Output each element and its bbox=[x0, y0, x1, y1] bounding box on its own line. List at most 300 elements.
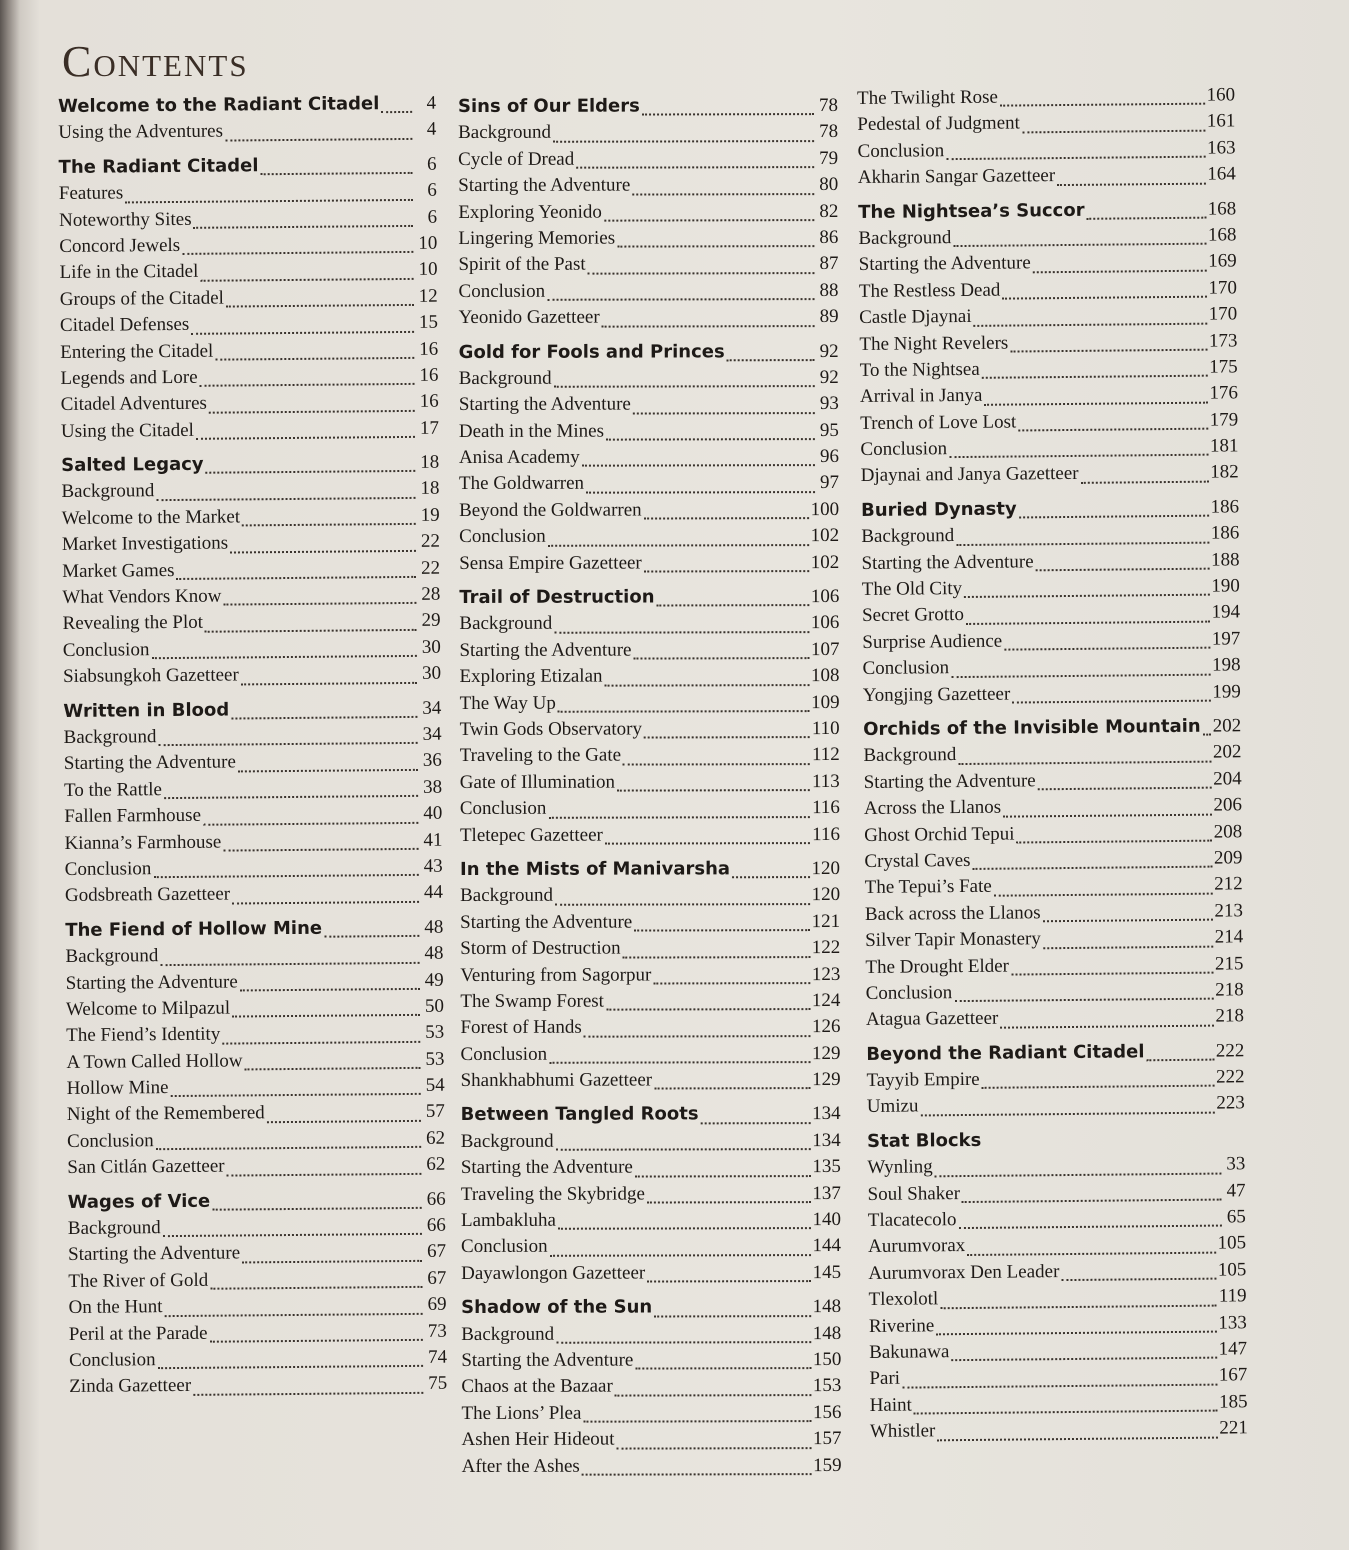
entry-title: Using the Adventures bbox=[58, 120, 224, 144]
toc-entry[interactable] bbox=[67, 1075, 445, 1105]
toc-entry[interactable] bbox=[461, 1130, 841, 1157]
toc-entry[interactable] bbox=[460, 797, 840, 824]
toc-entry[interactable] bbox=[865, 874, 1243, 904]
toc-entry[interactable] bbox=[861, 523, 1239, 553]
toc-entry[interactable] bbox=[459, 612, 839, 639]
entry-title: Starting the Adventure bbox=[460, 911, 633, 933]
toc-entry[interactable] bbox=[459, 393, 839, 420]
toc-entry[interactable] bbox=[62, 557, 440, 587]
toc-entry[interactable] bbox=[59, 259, 437, 289]
dot-leader bbox=[226, 304, 414, 308]
toc-entry[interactable] bbox=[459, 665, 839, 692]
dot-leader bbox=[727, 359, 815, 361]
page-number: 179 bbox=[1209, 409, 1239, 431]
page-number: 92 bbox=[819, 340, 839, 362]
dot-leader bbox=[156, 1146, 421, 1150]
page-number: 186 bbox=[1210, 522, 1240, 544]
dot-leader bbox=[232, 901, 419, 905]
toc-entry[interactable] bbox=[861, 549, 1239, 579]
dot-leader bbox=[200, 278, 413, 282]
entry-title: Starting the Adventure bbox=[461, 1349, 634, 1371]
toc-entry[interactable] bbox=[63, 610, 441, 640]
page-number: 148 bbox=[812, 1296, 842, 1318]
dot-leader bbox=[962, 1199, 1222, 1203]
dot-leader bbox=[617, 1447, 811, 1450]
section-heading[interactable] bbox=[863, 715, 1241, 745]
page-number: 30 bbox=[421, 636, 441, 658]
dot-leader bbox=[232, 1014, 420, 1018]
page-number: 100 bbox=[810, 498, 840, 520]
page-number: 175 bbox=[1209, 356, 1238, 378]
section-heading[interactable] bbox=[65, 916, 443, 946]
page-number: 122 bbox=[811, 937, 841, 959]
dot-leader bbox=[642, 113, 814, 115]
entry-title: Ghost Orchid Tepui bbox=[864, 823, 1015, 846]
toc-entry[interactable] bbox=[461, 1156, 841, 1183]
toc-entry[interactable] bbox=[60, 285, 438, 315]
toc-entry[interactable] bbox=[66, 1022, 444, 1052]
toc-entry[interactable] bbox=[458, 253, 838, 280]
toc-entry[interactable] bbox=[62, 584, 440, 614]
entry-title: The Restless Dead bbox=[858, 279, 1001, 302]
toc-entry[interactable] bbox=[865, 953, 1243, 983]
entry-title: Traveling the Skybridge bbox=[460, 1183, 645, 1205]
dot-leader bbox=[223, 848, 418, 852]
toc-entry[interactable] bbox=[867, 1154, 1245, 1184]
toc-entry[interactable] bbox=[860, 409, 1238, 439]
entry-title: Background bbox=[63, 726, 157, 748]
toc-entry[interactable] bbox=[870, 1417, 1248, 1447]
page-number: 173 bbox=[1208, 329, 1238, 352]
toc-entry[interactable] bbox=[859, 330, 1237, 360]
page-number: 4 bbox=[426, 92, 437, 114]
dot-leader bbox=[1203, 734, 1211, 736]
page-number: 135 bbox=[812, 1156, 841, 1178]
page-number: 186 bbox=[1210, 496, 1240, 518]
entry-title: Lingering Memories bbox=[458, 227, 616, 249]
toc-entry[interactable] bbox=[857, 111, 1235, 141]
toc-entry[interactable] bbox=[68, 1215, 446, 1245]
toc-entry[interactable] bbox=[461, 1235, 841, 1262]
toc-entry[interactable] bbox=[68, 1241, 446, 1271]
toc-entry[interactable] bbox=[865, 926, 1243, 956]
page-number: 69 bbox=[427, 1293, 447, 1316]
dot-leader bbox=[602, 325, 815, 328]
section-heading[interactable] bbox=[866, 1040, 1244, 1070]
page-number: 93 bbox=[819, 393, 839, 415]
toc-entry[interactable] bbox=[66, 969, 444, 999]
toc-entry[interactable] bbox=[459, 499, 839, 526]
contents-section bbox=[459, 586, 840, 851]
toc-entry[interactable] bbox=[461, 1209, 841, 1236]
toc-entry[interactable] bbox=[461, 1069, 841, 1096]
page-number: 92 bbox=[819, 366, 839, 388]
page-number: 120 bbox=[811, 884, 841, 906]
toc-entry[interactable] bbox=[68, 1267, 446, 1297]
page-number: 215 bbox=[1214, 952, 1244, 975]
entry-title: Storm of Destruction bbox=[460, 937, 621, 960]
toc-entry[interactable] bbox=[68, 1294, 446, 1324]
page-number: 124 bbox=[811, 989, 841, 1011]
dot-leader bbox=[261, 172, 413, 175]
dot-leader bbox=[227, 1172, 422, 1176]
entry-title: Sensa Empire Gazetteer bbox=[459, 552, 642, 574]
toc-entry[interactable] bbox=[862, 655, 1240, 685]
entry-title: Death in the Mines bbox=[458, 420, 605, 442]
toc-entry[interactable] bbox=[858, 137, 1236, 167]
section-title: Stat Blocks bbox=[867, 1129, 982, 1152]
section-heading[interactable] bbox=[861, 496, 1239, 526]
page-number: 150 bbox=[812, 1348, 842, 1371]
toc-entry[interactable] bbox=[460, 1016, 840, 1043]
toc-entry[interactable] bbox=[460, 911, 840, 938]
page-number: 53 bbox=[425, 1021, 445, 1044]
toc-entry[interactable] bbox=[60, 338, 438, 368]
toc-entry[interactable] bbox=[460, 884, 840, 911]
toc-entry[interactable] bbox=[460, 692, 840, 719]
dot-leader bbox=[231, 716, 417, 720]
toc-entry[interactable] bbox=[869, 1338, 1247, 1368]
toc-entry[interactable] bbox=[857, 84, 1235, 114]
entry-title: Cycle of Dread bbox=[458, 148, 575, 170]
entry-title: Exploring Yeonido bbox=[458, 201, 602, 223]
dot-leader bbox=[617, 245, 814, 248]
toc-entry[interactable] bbox=[459, 639, 839, 666]
toc-entry[interactable] bbox=[65, 856, 443, 886]
toc-entry[interactable] bbox=[60, 365, 438, 395]
toc-entry[interactable] bbox=[458, 121, 838, 148]
toc-entry[interactable] bbox=[59, 180, 437, 210]
toc-entry[interactable] bbox=[62, 505, 440, 535]
dot-leader bbox=[223, 602, 416, 606]
toc-entry[interactable] bbox=[862, 628, 1240, 658]
section-heading[interactable] bbox=[459, 341, 839, 368]
page-number: 66 bbox=[426, 1188, 446, 1210]
page-number: 129 bbox=[812, 1069, 841, 1091]
page-number: 102 bbox=[810, 551, 840, 573]
toc-entry[interactable] bbox=[462, 1455, 842, 1482]
entry-title: Wynling bbox=[867, 1156, 933, 1179]
toc-entry[interactable] bbox=[869, 1365, 1247, 1395]
toc-entry[interactable] bbox=[459, 420, 839, 447]
toc-entry[interactable] bbox=[859, 277, 1237, 307]
dot-leader bbox=[647, 1201, 810, 1203]
page-number: 194 bbox=[1211, 601, 1241, 624]
toc-entry[interactable] bbox=[458, 174, 838, 201]
page-number: 18 bbox=[420, 451, 440, 473]
toc-entry[interactable] bbox=[458, 201, 838, 228]
page-number: 74 bbox=[427, 1346, 448, 1368]
toc-entry[interactable] bbox=[859, 303, 1237, 333]
toc-entry[interactable] bbox=[63, 663, 441, 693]
entry-title: Traveling to the Gate bbox=[459, 744, 622, 767]
dot-leader bbox=[1003, 813, 1211, 817]
toc-entry[interactable] bbox=[61, 391, 439, 421]
section-title: Written in Blood bbox=[63, 699, 230, 722]
toc-entry[interactable] bbox=[858, 224, 1236, 254]
toc-entry[interactable] bbox=[866, 979, 1244, 1009]
toc-entry[interactable] bbox=[59, 206, 437, 236]
dot-leader bbox=[553, 140, 814, 143]
page-number: 75 bbox=[428, 1373, 448, 1395]
entry-title: Starting the Adventure bbox=[65, 970, 238, 994]
page-number: 206 bbox=[1213, 794, 1243, 816]
page-number: 15 bbox=[418, 311, 439, 333]
toc-entry[interactable] bbox=[460, 1043, 840, 1070]
dot-leader bbox=[242, 523, 416, 527]
toc-entry[interactable] bbox=[59, 233, 437, 263]
entry-title: Conclusion bbox=[459, 526, 546, 548]
section-heading[interactable] bbox=[867, 1127, 1245, 1157]
page-number: 48 bbox=[424, 916, 444, 938]
dot-leader bbox=[1004, 647, 1210, 651]
contents-column-3 bbox=[857, 84, 1248, 1455]
toc-entry[interactable] bbox=[461, 1375, 841, 1402]
page-number: 65 bbox=[1226, 1206, 1246, 1228]
toc-entry[interactable] bbox=[860, 356, 1238, 386]
toc-entry[interactable] bbox=[859, 251, 1237, 281]
entry-title: San Citlán Gazetteer bbox=[67, 1155, 225, 1179]
toc-entry[interactable] bbox=[868, 1233, 1246, 1263]
toc-entry[interactable] bbox=[67, 1128, 445, 1158]
toc-entry[interactable] bbox=[65, 882, 443, 912]
page-number: 202 bbox=[1212, 741, 1242, 763]
toc-entry[interactable] bbox=[460, 937, 840, 964]
contents-section bbox=[460, 858, 841, 1097]
toc-entry[interactable] bbox=[864, 768, 1242, 798]
dot-leader bbox=[1087, 217, 1206, 220]
dot-leader bbox=[967, 1251, 1215, 1255]
section-heading[interactable] bbox=[461, 1103, 841, 1130]
page-number: 40 bbox=[423, 802, 443, 824]
page-number: 140 bbox=[812, 1209, 841, 1231]
page-number: 212 bbox=[1214, 873, 1243, 895]
section-heading[interactable] bbox=[59, 153, 437, 183]
toc-entry[interactable] bbox=[461, 1402, 841, 1429]
toc-entry[interactable] bbox=[69, 1347, 447, 1377]
entry-title: Djaynai and Janya Gazetteer bbox=[860, 463, 1079, 487]
toc-entry[interactable] bbox=[64, 776, 442, 806]
page-number: 19 bbox=[420, 504, 440, 526]
page-number: 106 bbox=[810, 612, 840, 634]
section-heading[interactable] bbox=[858, 198, 1236, 228]
page-number: 168 bbox=[1207, 224, 1237, 246]
toc-entry[interactable] bbox=[459, 552, 839, 579]
dot-leader bbox=[983, 1148, 1221, 1150]
toc-entry[interactable] bbox=[867, 1093, 1245, 1123]
toc-entry[interactable] bbox=[61, 417, 439, 447]
toc-entry[interactable] bbox=[63, 636, 441, 666]
dot-leader bbox=[623, 956, 810, 958]
toc-entry[interactable] bbox=[459, 472, 839, 499]
entry-title: Conclusion bbox=[460, 1043, 548, 1065]
toc-entry[interactable] bbox=[458, 280, 838, 307]
toc-entry[interactable] bbox=[458, 227, 838, 254]
toc-entry[interactable] bbox=[869, 1312, 1247, 1342]
toc-entry[interactable] bbox=[460, 964, 840, 991]
page-number: 106 bbox=[810, 586, 840, 608]
toc-entry[interactable] bbox=[869, 1286, 1247, 1316]
entry-title: Lambakluha bbox=[460, 1209, 556, 1232]
entry-title: The River of Gold bbox=[68, 1269, 209, 1292]
toc-entry[interactable] bbox=[459, 446, 839, 473]
toc-entry[interactable] bbox=[858, 164, 1236, 194]
dot-leader bbox=[550, 1254, 811, 1257]
toc-entry[interactable] bbox=[862, 575, 1240, 605]
contents-section bbox=[857, 84, 1236, 193]
entry-title: Background bbox=[861, 525, 955, 548]
entry-title: The Night Revelers bbox=[859, 332, 1009, 355]
dot-leader bbox=[584, 1035, 810, 1038]
entry-title: Zinda Gazetteer bbox=[69, 1375, 192, 1398]
toc-entry[interactable] bbox=[864, 847, 1242, 877]
toc-entry[interactable] bbox=[461, 1323, 841, 1350]
toc-entry[interactable] bbox=[863, 742, 1241, 772]
page-number: 123 bbox=[811, 963, 841, 985]
section-heading[interactable] bbox=[458, 95, 838, 122]
entry-title: Background bbox=[460, 1130, 554, 1152]
toc-entry[interactable] bbox=[460, 824, 840, 851]
toc-entry[interactable] bbox=[864, 821, 1242, 851]
dot-leader bbox=[635, 1367, 810, 1369]
toc-entry[interactable] bbox=[866, 1066, 1244, 1096]
toc-entry[interactable] bbox=[69, 1320, 447, 1350]
section-heading[interactable] bbox=[61, 452, 439, 482]
page-number: 159 bbox=[813, 1454, 842, 1476]
page-number: 137 bbox=[812, 1182, 841, 1204]
dot-leader bbox=[653, 982, 809, 984]
section-heading[interactable] bbox=[58, 93, 436, 123]
toc-entry[interactable] bbox=[461, 1349, 841, 1376]
section-heading[interactable] bbox=[460, 858, 840, 885]
dot-leader bbox=[582, 1473, 811, 1476]
toc-entry[interactable] bbox=[64, 724, 442, 754]
page-number: 53 bbox=[425, 1048, 445, 1070]
section-heading[interactable] bbox=[459, 586, 839, 613]
page-number: 185 bbox=[1219, 1391, 1248, 1413]
entry-title: Conclusion bbox=[67, 1130, 154, 1152]
toc-entry[interactable] bbox=[458, 148, 838, 175]
toc-entry[interactable] bbox=[69, 1373, 447, 1403]
page-number: 121 bbox=[811, 910, 841, 932]
dot-leader bbox=[160, 961, 419, 965]
toc-entry[interactable] bbox=[61, 478, 439, 508]
dot-leader bbox=[240, 988, 420, 992]
section-heading[interactable] bbox=[68, 1188, 446, 1218]
entry-title: Yeonido Gazetteer bbox=[458, 306, 600, 329]
section-title: Buried Dynasty bbox=[860, 498, 1017, 521]
toc-entry[interactable] bbox=[64, 829, 442, 859]
contents-section bbox=[861, 496, 1241, 711]
page-number: 57 bbox=[425, 1101, 445, 1123]
toc-entry[interactable] bbox=[460, 990, 840, 1017]
entry-title: Citadel Adventures bbox=[60, 393, 207, 416]
page-number: 208 bbox=[1213, 820, 1243, 843]
dot-leader bbox=[937, 1436, 1217, 1441]
dot-leader bbox=[615, 1394, 811, 1397]
toc-entry[interactable] bbox=[62, 531, 440, 561]
toc-entry[interactable] bbox=[461, 1262, 841, 1289]
toc-entry[interactable] bbox=[459, 367, 839, 394]
dot-leader bbox=[554, 385, 815, 388]
entry-title: Noteworthy Sites bbox=[58, 208, 192, 231]
toc-entry[interactable] bbox=[66, 996, 444, 1026]
toc-entry[interactable] bbox=[460, 744, 840, 771]
toc-entry[interactable] bbox=[66, 1048, 444, 1078]
dot-leader bbox=[1036, 568, 1209, 572]
entry-title: The Fiend’s Identity bbox=[66, 1023, 221, 1047]
page-number: 16 bbox=[419, 338, 439, 360]
toc-entry[interactable] bbox=[67, 1154, 445, 1184]
section-heading[interactable] bbox=[63, 697, 441, 727]
entry-title: Tlexolotl bbox=[868, 1288, 939, 1311]
toc-entry[interactable] bbox=[459, 306, 839, 333]
toc-entry[interactable] bbox=[863, 681, 1241, 711]
toc-entry[interactable] bbox=[461, 1183, 841, 1210]
page-number: 66 bbox=[426, 1214, 446, 1236]
page-number: 17 bbox=[419, 417, 440, 439]
toc-entry[interactable] bbox=[64, 750, 442, 780]
page-number: 36 bbox=[422, 750, 442, 772]
entry-title: Forest of Hands bbox=[460, 1016, 582, 1039]
toc-entry[interactable] bbox=[860, 383, 1238, 413]
toc-entry[interactable] bbox=[864, 794, 1242, 824]
page-number: 134 bbox=[812, 1103, 841, 1125]
toc-entry[interactable] bbox=[865, 900, 1243, 930]
dot-leader bbox=[1000, 1024, 1213, 1028]
toc-entry[interactable] bbox=[460, 771, 840, 798]
toc-entry[interactable] bbox=[65, 943, 443, 973]
page-number: 153 bbox=[812, 1375, 842, 1397]
toc-entry[interactable] bbox=[860, 435, 1238, 465]
dot-leader bbox=[644, 570, 809, 572]
page-number: 110 bbox=[811, 717, 840, 740]
toc-entry[interactable] bbox=[461, 1428, 841, 1455]
dot-leader bbox=[548, 544, 809, 547]
entry-title: The Goldwarren bbox=[458, 473, 585, 495]
section-title: Wages of Vice bbox=[67, 1190, 211, 1213]
page-number: 30 bbox=[421, 662, 442, 685]
page-number: 218 bbox=[1215, 979, 1244, 1001]
toc-entry[interactable] bbox=[868, 1259, 1246, 1289]
toc-entry[interactable] bbox=[862, 602, 1240, 632]
toc-entry[interactable] bbox=[870, 1391, 1248, 1421]
entry-title: Silver Tapir Monastery bbox=[865, 928, 1041, 952]
toc-entry[interactable] bbox=[60, 312, 438, 342]
toc-entry[interactable] bbox=[67, 1101, 445, 1131]
toc-entry[interactable] bbox=[459, 525, 839, 552]
toc-entry[interactable] bbox=[866, 1006, 1244, 1036]
contents-section bbox=[65, 916, 445, 1183]
section-heading[interactable] bbox=[461, 1296, 841, 1323]
page-number: 133 bbox=[1218, 1311, 1247, 1334]
toc-entry[interactable] bbox=[868, 1206, 1246, 1236]
page-number: 199 bbox=[1212, 680, 1241, 703]
page-number: 170 bbox=[1208, 303, 1238, 325]
toc-entry[interactable] bbox=[64, 803, 442, 833]
page-number: 48 bbox=[424, 942, 444, 964]
dot-leader bbox=[973, 866, 1212, 870]
entry-title: Background bbox=[458, 367, 552, 389]
entry-title: Conclusion bbox=[458, 280, 546, 302]
toc-entry[interactable] bbox=[460, 718, 840, 745]
toc-entry[interactable] bbox=[58, 119, 436, 149]
dot-leader bbox=[949, 454, 1208, 458]
page-number: 147 bbox=[1218, 1338, 1248, 1360]
toc-entry[interactable] bbox=[868, 1180, 1246, 1210]
dot-leader bbox=[635, 1175, 810, 1177]
toc-entry[interactable] bbox=[861, 462, 1239, 492]
